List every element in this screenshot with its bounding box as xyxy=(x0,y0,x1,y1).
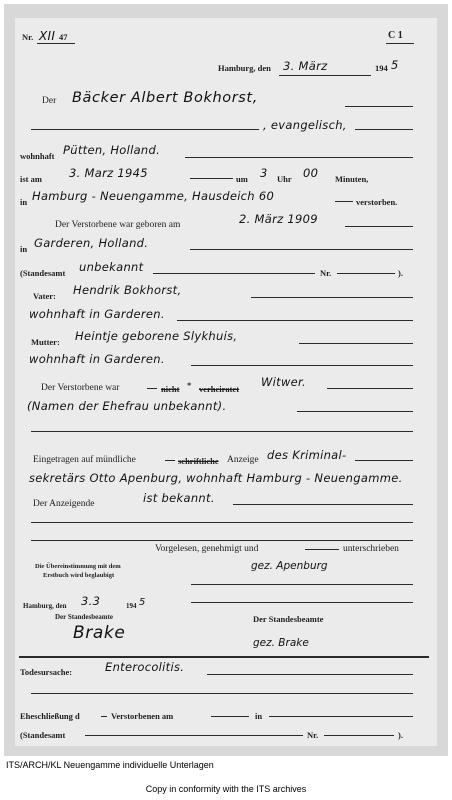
marriage-label-2: Verstorbenen am xyxy=(111,711,174,721)
verstorben-label: verstorben. xyxy=(356,197,398,207)
official-signature: gez. Brake xyxy=(253,637,309,649)
year-printed: 194 xyxy=(375,63,388,73)
mother-residence: wohnhaft in Garderen. xyxy=(29,352,165,366)
anzeigende-label: Der Anzeigende xyxy=(33,499,95,509)
deceased-name: Bäcker Albert Bokhorst, xyxy=(72,90,258,106)
cert-signature: Brake xyxy=(73,623,126,643)
cert-year-printed: 194 xyxy=(126,602,137,610)
unterschrieben-label: unterschrieben xyxy=(343,544,399,554)
footer-nr-label: Nr. xyxy=(307,730,319,740)
residence-label: wohnhaft xyxy=(20,151,55,161)
status-struck-2: verheiratet xyxy=(199,384,240,394)
certification-line-1: Die Übereinstimmung mit dem xyxy=(35,563,121,570)
nr-year: 47 xyxy=(59,32,68,42)
hour: 3 xyxy=(260,166,268,180)
registration-struck: schriftliche xyxy=(178,456,219,466)
cert-place: Hamburg, den xyxy=(23,602,67,610)
spouse-note: (Namen der Ehefrau unbekannt). xyxy=(27,399,227,413)
father-label: Vater: xyxy=(33,291,56,301)
minuten-label: Minuten, xyxy=(335,174,369,184)
form-code: C 1 xyxy=(388,30,403,41)
registration-text-1: des Kriminal- xyxy=(267,448,347,462)
father-name: Hendrik Bokhorst, xyxy=(73,283,182,297)
status-label: Der Verstorbene war xyxy=(41,383,120,393)
in-label: in xyxy=(20,197,28,207)
place-date-label: Hamburg, den xyxy=(218,63,271,73)
anzeige-label: Anzeige xyxy=(227,455,259,465)
conformity-caption: Copy in conformity with the ITS archives xyxy=(145,784,307,794)
standesamt-value: unbekannt xyxy=(79,260,144,274)
residence: Pütten, Holland. xyxy=(63,143,161,157)
der-label: Der xyxy=(42,96,57,106)
born-label: Der Verstorbene war geboren am xyxy=(55,220,181,230)
vorgelesen-label: Vorgelesen, genehmigt und xyxy=(155,544,259,554)
close-paren: ). xyxy=(398,268,403,278)
birth-date: 2. März 1909 xyxy=(239,212,318,226)
date-value: 3. März xyxy=(283,59,328,73)
religion: , evangelisch, xyxy=(263,118,347,132)
cause-label: Todesursache: xyxy=(20,667,73,677)
father-residence: wohnhaft in Garderen. xyxy=(29,307,165,321)
nr-label: Nr. xyxy=(320,268,332,278)
official-label: Der Standesbeamte xyxy=(253,614,324,624)
death-date: 3. Marz 1945 xyxy=(69,166,148,180)
registration-label: Eingetragen auf mündliche xyxy=(33,455,136,465)
um-label: um xyxy=(236,174,248,184)
mother-name: Heintje geborene Slykhuis, xyxy=(75,329,238,343)
cause-value: Enterocolitis. xyxy=(105,660,185,674)
marriage-label: Eheschließung d xyxy=(20,711,80,721)
birth-in-label: in xyxy=(20,244,28,254)
minutes: 00 xyxy=(303,166,319,180)
mother-label: Mutter: xyxy=(31,337,60,347)
marriage-in-label: in xyxy=(255,711,263,721)
nr-value: XII xyxy=(39,29,56,43)
status-value: Witwer. xyxy=(261,375,306,389)
anzeigende-value: ist bekannt. xyxy=(143,491,215,505)
death-certificate: Nr. XII 47 C 1 Hamburg, den 3. März 194 5 Der Bäcker Albert Bokhorst, , evangelisch, wohnhaft Pütten, Holland. ist am 3. Marz 1945 um 3 Uhr 00 Minuten, in Hamburg - Neuengamme, Hausdeich 60 verstorben. Der Verstorbene war geboren am 2. März 1909 in Garderen, Holland. (Standesamt unbekannt Nr. ). Vater: Hendrik Bokhorst, wohnhaft in Garderen. Mutter: Heintje geborene Slykhuis, wohnhaft in Garderen. Der Verstorbene war nicht * verheiratet Witwer. (Namen der Ehefrau unbekannt). Eingetragen auf mündliche schriftliche Anzeige des Kriminal- sekretärs Otto Apenburg, wohnhaft Hamburg - Neuengamme. Der Anzeigende ist bekannt. Vorgelesen, genehmigt und unterschrieben Die Übereinstimmung mit dem Erstbuch wird beglaubigt gez. Apenburg Hamburg, den 3.3 194 5 Der Standesbeamte Brake Der Standesbeamte gez. Brake Todesursache: Enterocolitis. Eheschließung d Verstorbenen am in (Standesamt Nr. ). xyxy=(15,18,437,746)
registration-text-2: sekretärs Otto Apenburg, wohnhaft Hamburg - Neuengamme. xyxy=(29,471,403,485)
footer-standesamt-label: (Standesamt xyxy=(20,730,66,740)
death-place: Hamburg - Neuengamme, Hausdeich 60 xyxy=(32,189,275,203)
uhr-label: Uhr xyxy=(277,174,292,184)
source-caption: ITS/ARCH/KL Neuengamme individuelle Unterlagen xyxy=(6,760,214,770)
scanned-page xyxy=(4,4,448,756)
nr-prefix: Nr. xyxy=(22,32,34,42)
birth-place: Garderen, Holland. xyxy=(34,236,149,250)
cert-official: Der Standesbeamte xyxy=(55,613,114,621)
informant-signature: gez. Apenburg xyxy=(251,560,328,572)
cert-date: 3.3 xyxy=(81,594,101,608)
footer-close-paren: ). xyxy=(398,730,403,740)
certification-line-2: Erstbuch wird beglaubigt xyxy=(43,572,115,579)
status-struck-1: nicht xyxy=(161,384,180,394)
cert-year-hw: 5 xyxy=(139,597,146,608)
standesamt-label: (Standesamt xyxy=(20,268,66,278)
year-handwritten: 5 xyxy=(391,58,399,72)
died-label: ist am xyxy=(20,174,42,184)
